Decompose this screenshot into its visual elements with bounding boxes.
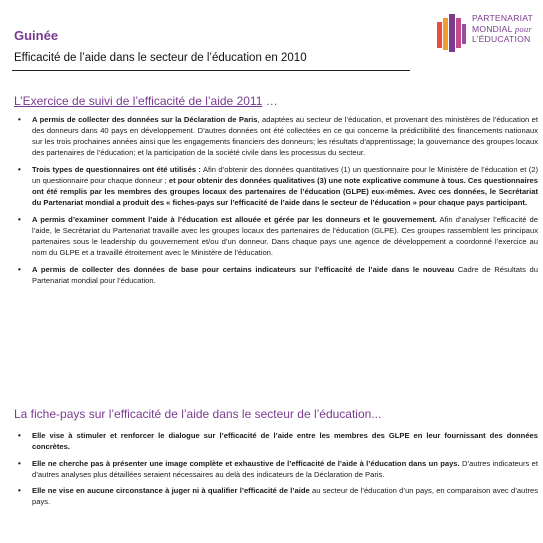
bullet-item: [14, 214, 538, 258]
bullet-marker-icon: •: [18, 264, 21, 274]
bullet-text-bold: Elle ne cherche pas à présenter une image complète et exhaustive de l’efficacité de l’aide à l’éducation dans un pays.: [32, 458, 460, 468]
bullet-text: au secteur de l’éducation d’un pays, en comparaison avec d’autres pays.: [32, 486, 539, 507]
logo-line-3: L’ÉDUCATION: [472, 34, 531, 44]
country-heading: Guinée: [14, 28, 59, 43]
bullet-text-bold: A permis de collecter des données de base pour certains indicateurs sur l’efficacité de l’aide dans le nouveau: [32, 264, 455, 274]
title-underline: [12, 70, 410, 71]
bullet-item: [14, 485, 538, 507]
section-2-bullet-list: [14, 430, 538, 513]
bullet-text: Afin d’obtenir des données quantitatives (1) un questionnaire pour le Ministère de l’éducation et (2) un questionnaire pour chaque donneur ;: [32, 164, 538, 185]
bullet-text: Afin d’analyser l’efficacité de l’aide, le Secrétariat du Partenariat travaille avec les groupes locaux des partenaires de l’éducation (GLPE). Ces groupes rassemblent les principaux partenaires sous le leadership du gouvernement et/ou d’un donneur. Dans chaque pays une agence de développement a coordonné l’exercice au nom du GLPE et a travaillé étroitement avec le Ministère de l’éducation.: [32, 214, 538, 258]
bullet-text: D’autres indicateurs et d’autres analyses plus détaillées seraient nécessaires au delà des indicateurs de la Déclaration de Paris.: [32, 458, 539, 479]
bullet-text: Cadre de Résultats du Partenariat mondial pour l’éducation.: [32, 264, 539, 285]
section-title-exercice: [14, 94, 278, 108]
gpe-logo-mark-icon: [435, 10, 469, 54]
bullet-marker-icon: •: [18, 431, 21, 440]
section-title-text: L’Exercice de suivi de l’efficacité de l’aide 2011: [14, 94, 263, 108]
bullet-item: [14, 114, 538, 158]
section-title-fiche-pays: La fiche-pays sur l’efficacité de l’aide dans le secteur de l’éducation...: [14, 407, 382, 421]
bullet-text-bold: A permis d’examiner comment l’aide à l’éducation est allouée et gérée par les donneurs et le gouvernement.: [32, 214, 437, 224]
gpe-logo-wordmark: [472, 13, 533, 45]
bullet-marker-icon: •: [18, 458, 21, 468]
logo-line-2: MONDIAL pour: [472, 23, 532, 34]
bullet-item: [14, 458, 538, 480]
bullet-marker-icon: •: [18, 115, 21, 124]
gpe-logo: [435, 10, 539, 56]
bullet-item: [14, 164, 538, 208]
section-1-bullet-list: [14, 114, 538, 291]
bullet-text-bold: Elle vise à stimuler et renforcer le dialogue sur l’efficacité de l’aide entre les membres des GLPE en leur fournissant des données concrètes.: [32, 431, 538, 452]
bullet-text-bold: A permis de collecter des données sur la Déclaration de Paris: [32, 115, 258, 124]
bullet-item: [14, 264, 538, 286]
section-title-dots: …: [262, 94, 278, 108]
bullet-text-bold: Trois types de questionnaires ont été utilisés :: [32, 164, 201, 174]
logo-line-1: PARTENARIAT: [472, 13, 533, 23]
bullet-marker-icon: •: [18, 164, 21, 174]
bullet-text-bold: et pour obtenir des données qualitatives (3) une note explicative commune à tous. Ces questionnaires ont été remplis par les membres des groupes locaux des partenaires de l’éducation (GLPE) eux-mêmes. Avec ces données, le Secrétariat du Partenariat mondial a produit des « fiches-pays sur l’efficacité de l’aide dans le secteur de l’éducation » pour chaque pays participant.: [32, 175, 538, 208]
bullet-marker-icon: •: [18, 214, 21, 224]
bullet-text-bold: Elle ne vise en aucune circonstance à juger ni à qualifier l’efficacité de l’aide: [32, 486, 310, 496]
bullet-marker-icon: •: [18, 486, 21, 496]
bullet-text: , adaptées au secteur de l’éducation, et provenant des ministères de l’éducation et des donneurs dans 40 pays en développement. D’autres données ont été collectées en ce qui concerne la prédictibilité des financements nationaux sur les trois prochaines années ainsi que les engagements financiers des donneurs; les résultats d’apprentissage; la gouvernance des groupes locaux des partenaires de l’éducation; et la participation de la société civile dans les processus du secteur.: [32, 115, 538, 158]
document-title: Efficacité de l’aide dans le secteur de l’éducation en 2010: [14, 52, 307, 64]
bullet-item: [14, 430, 538, 452]
